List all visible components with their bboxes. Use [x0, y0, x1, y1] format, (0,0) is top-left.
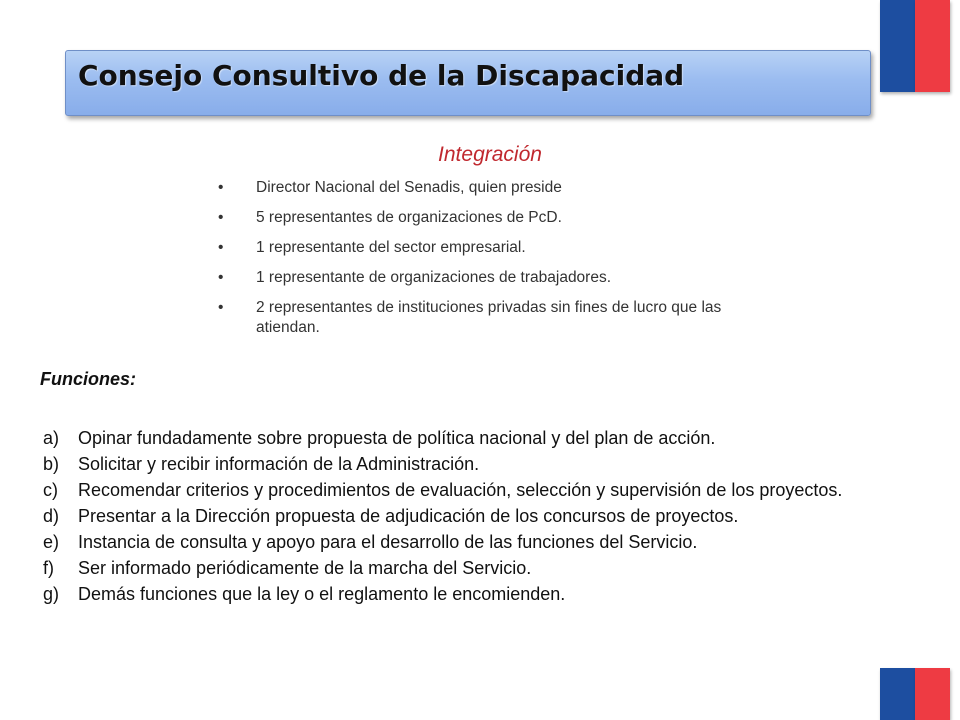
list-marker: e) [43, 532, 60, 552]
list-item: • 2 representantes de instituciones privadas sin fines de lucro que las atiendan. [218, 299, 722, 336]
list-item: b) Solicitar y recibir información de la Administración. [40, 451, 882, 477]
flag-blue-stripe [880, 668, 915, 720]
list-marker: b) [43, 454, 60, 474]
flag-red-stripe [915, 0, 950, 92]
funciones-heading: Funciones: [40, 369, 137, 389]
list-item: • 5 representantes de organizaciones de PcD. [218, 209, 562, 226]
bullet-icon: • [218, 239, 224, 256]
list-item: g) Demás funciones que la ley o el reglamento le encomienden. [40, 581, 882, 607]
list-marker: a) [43, 428, 60, 448]
list-marker: c) [43, 480, 58, 500]
list-item: d) Presentar a la Dirección propuesta de adjudicación de los concursos de proyectos. [40, 503, 882, 529]
list-item: f) Ser informado periódicamente de la marcha del Servicio. [40, 555, 882, 581]
list-item: • 1 representante del sector empresarial. [218, 239, 526, 256]
bullet-icon: • [218, 269, 224, 286]
title-banner [65, 50, 871, 116]
list-item: e) Instancia de consulta y apoyo para el desarrollo de las funciones del Servicio. [40, 529, 882, 555]
bullet-icon: • [218, 299, 224, 316]
list-item: c) Recomendar criterios y procedimientos de evaluación, selección y supervisión de los proyectos. [40, 477, 882, 503]
integracion-list [218, 178, 738, 348]
bullet-icon: • [218, 179, 224, 196]
integracion-heading: Integración [438, 143, 542, 166]
flag-decoration-top [880, 0, 950, 92]
flag-blue-stripe [880, 0, 915, 92]
list-item: • Director Nacional del Senadis, quien preside [218, 179, 562, 196]
funciones-list [40, 425, 882, 607]
slide-title: Consejo Consultivo de la Discapacidad [78, 59, 685, 92]
flag-decoration-bottom [880, 668, 950, 720]
list-item: • 1 representante de organizaciones de trabajadores. [218, 269, 612, 286]
flag-red-stripe [915, 668, 950, 720]
list-marker: d) [43, 506, 60, 526]
list-marker: f) [43, 558, 54, 578]
bullet-icon: • [218, 209, 224, 226]
list-marker: g) [43, 584, 60, 604]
list-item: a) Opinar fundadamente sobre propuesta de política nacional y del plan de acción. [40, 425, 882, 451]
